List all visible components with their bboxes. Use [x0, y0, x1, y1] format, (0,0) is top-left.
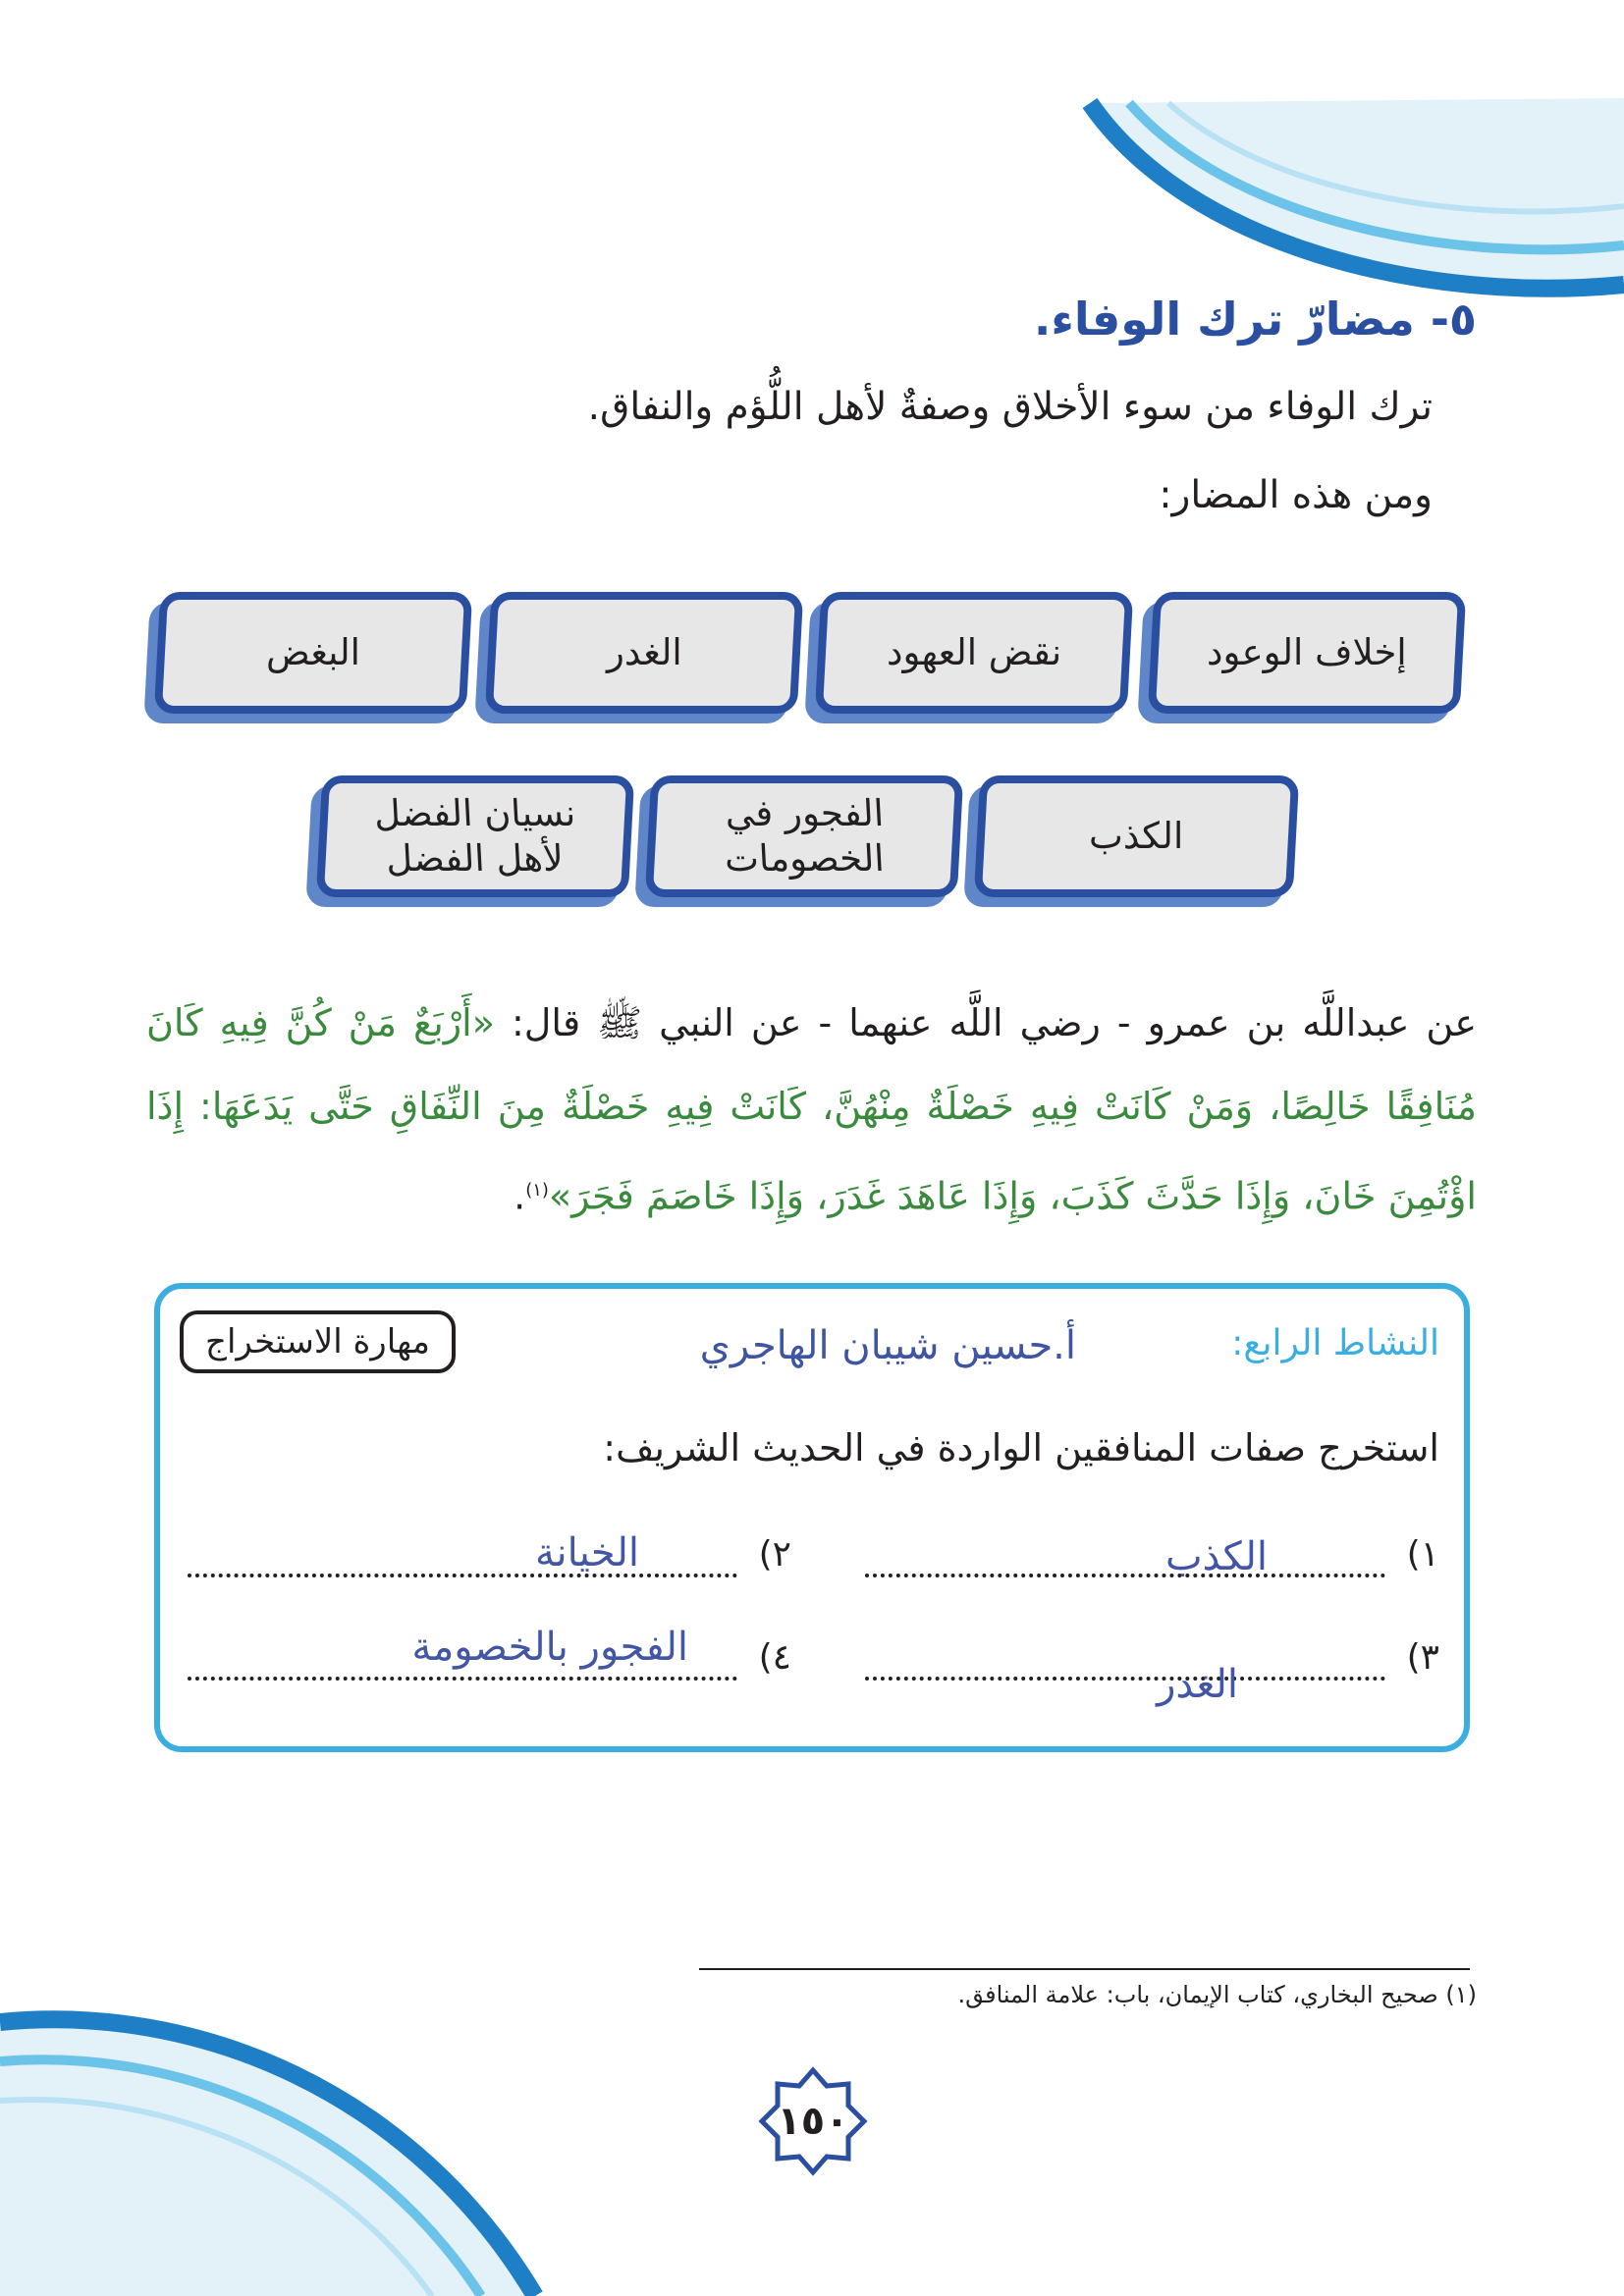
- footnote: (١) صحيح البخاري، كتاب الإيمان، باب: علامة المنافق.: [957, 1981, 1477, 2008]
- activity-box: [154, 1283, 1470, 1752]
- top-wave-decoration: [1070, 98, 1624, 324]
- bottom-wave-decoration: [0, 1963, 550, 2296]
- answer-number: ٢): [758, 1534, 791, 1575]
- skill-badge: مهارة الاستخراج: [180, 1310, 456, 1373]
- hadith-paragraph: [146, 982, 1477, 1239]
- harm-card: [815, 592, 1133, 714]
- harm-label: نسيان الفضل: [373, 791, 577, 834]
- harm-card: [316, 775, 634, 897]
- answer-line[interactable]: [188, 1677, 737, 1681]
- harms-intro: ومن هذه المضار:: [1159, 473, 1433, 517]
- answer-line[interactable]: [188, 1574, 737, 1577]
- handwritten-answer: الفجور بالخصومة: [411, 1625, 688, 1670]
- answer-number: ٤): [758, 1637, 791, 1678]
- activity-title: النشاط الرابع:: [1231, 1323, 1439, 1363]
- harm-label: لأهل الفضل: [385, 837, 566, 880]
- footnote-ref: (١): [525, 1180, 549, 1201]
- harm-card: [645, 775, 963, 897]
- answer-line[interactable]: [865, 1677, 1385, 1681]
- harm-label: الكذب: [1089, 814, 1184, 857]
- intro-paragraph: ترك الوفاء من سوء الأخلاق وصفةٌ لأهل اللُّؤم والنفاق.: [587, 385, 1433, 429]
- answer-number: ١): [1406, 1534, 1439, 1575]
- section-heading: ٥- مضارّ ترك الوفاء.: [1033, 293, 1477, 346]
- harm-card: [485, 592, 803, 714]
- teacher-name: أ.حسين شيبان الهاجري: [699, 1323, 1076, 1368]
- footnote-divider: [699, 1968, 1470, 1970]
- hadith-end: .: [514, 1174, 526, 1218]
- answer-number: ٣): [1406, 1637, 1439, 1678]
- handwritten-answer: الكذب: [1164, 1534, 1268, 1579]
- activity-instruction: استخرج صفات المنافقين الواردة في الحديث الشريف:: [603, 1426, 1439, 1469]
- harm-card: [1148, 592, 1466, 714]
- handwritten-answer: الخيانة: [535, 1530, 639, 1575]
- hadith-intro: عن عبداللَّه بن عمرو - رضي اللَّه عنهما - عن النبي ﷺ قال:: [494, 1001, 1477, 1044]
- answer-line[interactable]: [865, 1574, 1385, 1577]
- harm-label: الخصومات: [723, 837, 886, 880]
- harm-card: [974, 775, 1299, 897]
- harm-label: الفجور في: [724, 791, 885, 834]
- harm-card: [154, 592, 472, 714]
- page-number: ١٥٠: [777, 2099, 849, 2144]
- harm-label: الغدر: [606, 630, 682, 673]
- hadith-quote: «أَرْبَعٌ مَنْ كُنَّ فِيهِ كَانَ مُنَافِقًا خَالِصًا، وَمَنْ كَانَتْ فِيهِ خَصْلَةٌ مِنْهُنَّ، كَانَتْ فِيهِ خَصْلَةٌ مِنَ النِّفَاقِ حَتَّى يَدَعَهَا: إِذَا اؤْتُمِنَ خَانَ، وَإِذَا حَدَّثَ كَذَبَ، وَإِذَا عَاهَدَ غَدَرَ، وَإِذَا خَاصَمَ فَجَرَ»: [146, 1001, 1477, 1218]
- handwritten-answer: الغدر: [1157, 1662, 1238, 1707]
- harm-label: إخلاف الوعود: [1207, 630, 1407, 673]
- harm-label: البغض: [266, 630, 360, 673]
- harm-label: نقض العهود: [886, 630, 1062, 673]
